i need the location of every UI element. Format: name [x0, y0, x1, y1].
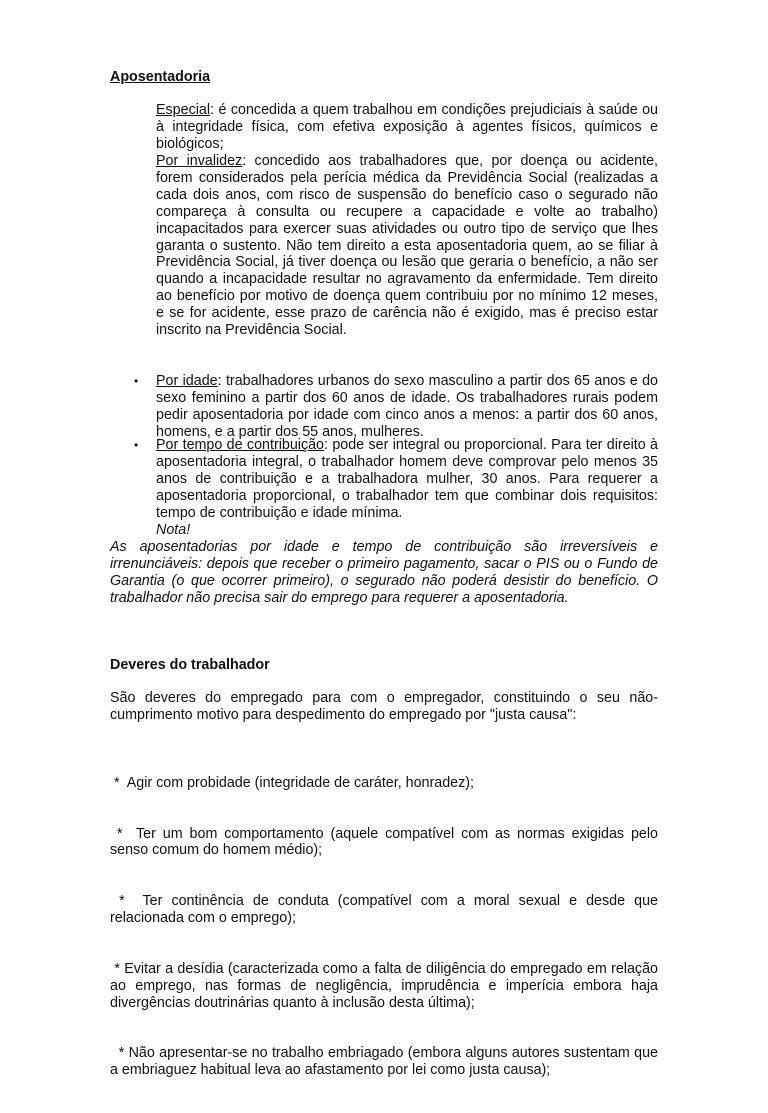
tempo-term: Por tempo de contribuição — [156, 437, 325, 453]
deveres-intro: São deveres do empregado para com o empregador, constituindo o seu não-cumprimento motivo para despedimento do empregado por "justa causa": — [110, 690, 658, 723]
list-item: * Ter um bom comportamento (aquele compatível com as normas exigidas pelo senso comum do homem médio); — [110, 825, 662, 859]
idade-term: Por idade — [156, 373, 218, 389]
list-item: * Agir com probidade (integridade de caráter, honradez); — [110, 774, 475, 791]
especial-term: Especial — [156, 102, 211, 118]
invalidez-text: : concedido aos trabalhadores que, por doença ou acidente, forem considerados pela perícia médica da Previdência Social (realizadas a cada dois anos, com risco de suspensão do benefício caso o segurado não compareça à consulta ou recupere a capacidade e volte ao trabalho) incapacitados para exercer suas atividades ou outro tipo de serviço que lhes garanta o sustento. Não tem direito a esta aposentadoria quem, ao se filiar à Previdência Social, já tiver doença ou lesão que geraria o benefício, a não ser quando a incapacidade resultar no agravamento da enfermidade. Tem direito ao benefício por motivo de doença quem contribuiu por no mínimo 12 meses, e se for acidente, esse prazo de carência não é exigido, mas é preciso estar inscrito na Previdência Social. — [156, 153, 658, 339]
list-item: * Ter continência de conduta (compatível com a moral sexual e desde que relacionada com o emprego); — [110, 893, 662, 927]
list-item: * Não apresentar-se no trabalho embriagado (embora alguns autores sustentam que a embriaguez habitual leva ao afastamento por lei como justa causa); — [110, 1045, 662, 1079]
tempo-text: : pode ser integral ou proporcional. Para ter direito à aposentadoria integral, o trabalhador homem deve comprovar pelo menos 35 anos de contribuição e a trabalhadora mulher, 30 anos. Para requerer a aposentadoria proporcional, o trabalhador tem que combinar dois requisitos: tempo de contribuição e idade mínima. — [156, 437, 658, 521]
bullet-icon: • — [134, 374, 139, 388]
tempo-bullet-item — [134, 437, 658, 538]
aposentadoria-note: As aposentadorias por idade e tempo de contribuição são irreversíveis e irrenunciáveis: depois que receber o primeiro pagamento, sacar o PIS ou o Fundo de Garantia (o que ocorrer primeiro), o segurado não poderá desistir do benefício. O trabalhador não precisa sair do emprego para requerer a aposentadoria. — [110, 539, 658, 606]
deveres-heading: Deveres do trabalhador — [110, 657, 270, 673]
nota-label: Nota! — [156, 521, 191, 538]
list-item: * Evitar a desídia (caracterizada como a falta de diligência do empregado em relação ao emprego, nas formas de negligência, imprudência e imperícia embora haja divergências doutrinárias quanto à inclusão desta última); — [110, 960, 662, 1011]
idade-bullet-item — [134, 373, 658, 441]
aposentadoria-heading: Aposentadoria — [110, 69, 211, 85]
invalidez-term: Por invalidez — [156, 153, 243, 169]
deveres-list — [110, 741, 662, 1113]
invalidez-paragraph — [156, 153, 658, 339]
idade-text: : trabalhadores urbanos do sexo masculino a partir dos 65 anos e do sexo feminino a partir dos 60 anos de idade. Os trabalhadores rurais podem pedir aposentadoria por idade com cinco anos a menos: a partir dos 60 anos, homens, e a partir dos 55 anos, mulheres. — [156, 373, 658, 440]
especial-text: : é concedida a quem trabalhou em condições prejudiciais à saúde ou à integridade física, com efetiva exposição à agentes físicos, químicos e biológicos; — [156, 102, 658, 152]
especial-paragraph — [156, 102, 658, 153]
bullet-icon: • — [134, 438, 139, 452]
